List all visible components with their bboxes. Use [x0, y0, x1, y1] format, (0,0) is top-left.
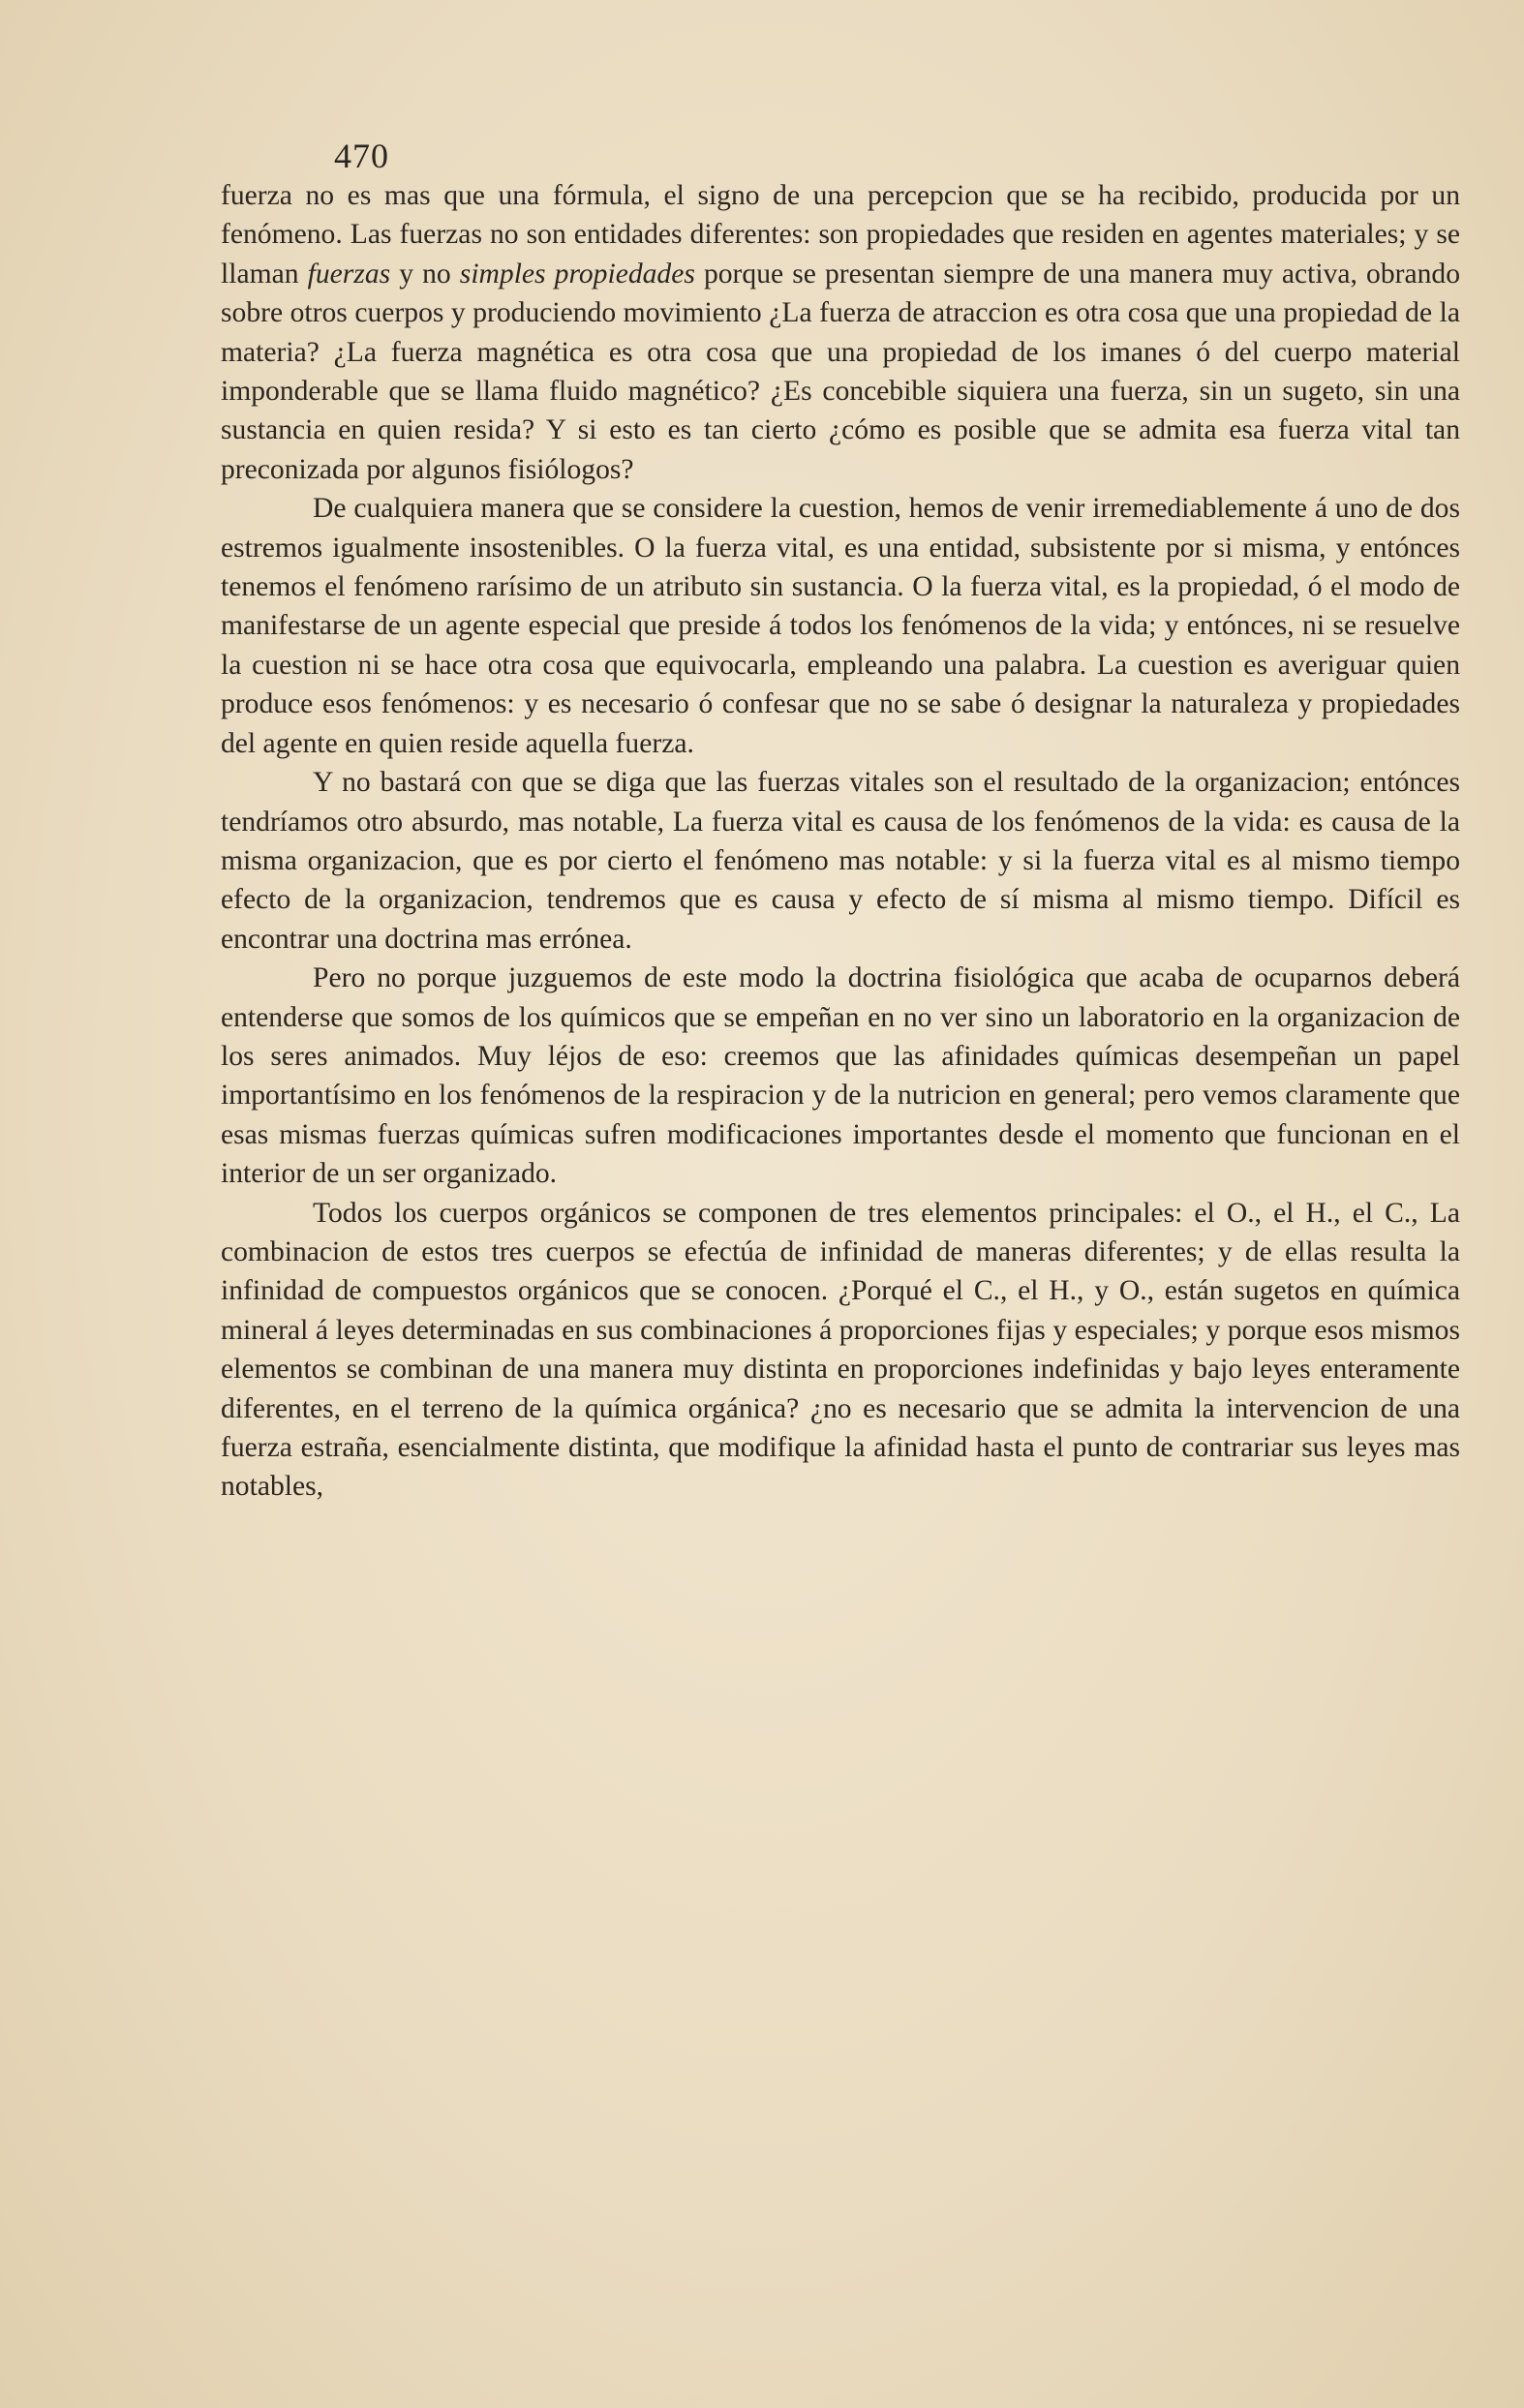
paragraph-2: De cualquiera manera que se considere la cuestion, hemos de venir irremediablemente á uno de dos estremos igualmente insostenibles. O la fuerza vital, es una entidad, subsistente por si misma, y entónces tenemos el fenómeno rarísimo de un atributo sin sustancia. O la fuerza vital, es la propiedad, ó el modo de manifestarse de un agente especial que preside á todos los fenómenos de la vida; y entónces, ni se resuelve la cuestion ni se hace otra cosa que equivocarla, empleando una palabra. La cuestion es averiguar quien produce esos fenómenos: y es necesario ó confesar que no se sabe ó designar la naturaleza y propiedades del agente en quien reside aquella fuerza. [221, 493, 1460, 759]
paragraph-1-text-b: y no [390, 258, 460, 290]
paragraph-1-text-c: porque se presentan siempre de una manera muy activa, obrando sobre otros cuerpos y produciendo movimiento ¿La fuerza de atraccion es otra cosa que una propiedad de la materia? ¿La fuerza magnética es otra cosa que una propiedad de los imanes ó del cuerpo material imponderable que se llama fluido magnético? ¿Es concebible siquiera una fuerza, sin un sugeto, sin una sustancia en quien resida? Y si esto es tan cierto ¿cómo es posible que se admita esa fuerza vital tan preconizada por algunos fisiólogos? [221, 258, 1460, 485]
body-text [221, 176, 1460, 1507]
paragraph-1 [221, 176, 1460, 489]
paragraph-1-italic-simples-propiedades: simples propiedades [459, 258, 695, 290]
paragraph-4: Pero no porque juzguemos de este modo la doctrina fisiológica que acaba de ocuparnos deberá entenderse que somos de los químicos que se empeñan en no ver sino un laboratorio en la organizacion de los seres animados. Muy léjos de eso: creemos que las afinidades químicas desempeñan un papel importantísimo en los fenómenos de la respiracion y de la nutricion en general; pero vemos claramente que esas mismas fuerzas químicas sufren modificaciones importantes desde el momento que funcionan en el interior de un ser organizado. [221, 962, 1460, 1190]
paragraph-1-italic-fuerzas: fuerzas [307, 258, 391, 290]
paragraph-5: Todos los cuerpos orgánicos se componen de tres elementos principales: el O., el H., el C., La combinacion de estos tres cuerpos se efectúa de infinidad de maneras diferentes; y de ellas resulta la infinidad de compuestos orgánicos que se conocen. ¿Porqué el C., el H., y O., están sugetos en química mineral á leyes determinadas en sus combinaciones á proporciones fijas y especiales; y porque esos mismos elementos se combinan de una manera muy distinta en proporciones indefinidas y bajo leyes enteramente diferentes, en el terreno de la química orgánica? ¿no es necesario que se admita la intervencion de una fuerza estraña, esencialmente distinta, que modifique la afinidad hasta el punto de contrariar sus leyes mas notables, [221, 1197, 1460, 1503]
paragraph-1-text-a: fuerza no es mas que una fórmula, el signo de una percepcion que se ha recibido, producida por un fenómeno. Las fuerzas no son entidades diferentes: son propiedades que residen en agentes materiales; y se llaman [221, 180, 1460, 290]
paragraph-3: Y no bastará con que se diga que las fuerzas vitales son el resultado de la organizacion; entónces tendríamos otro absurdo, mas notable, La fuerza vital es causa de los fenómenos de la vida: es causa de la misma organizacion, que es por cierto el fenómeno mas notable: y si la fuerza vital es al mismo tiempo efecto de la organizacion, tendremos que es causa y efecto de sí misma al mismo tiempo. Difícil es encontrar una doctrina mas errónea. [221, 767, 1460, 955]
page-number: 470 [334, 137, 389, 175]
